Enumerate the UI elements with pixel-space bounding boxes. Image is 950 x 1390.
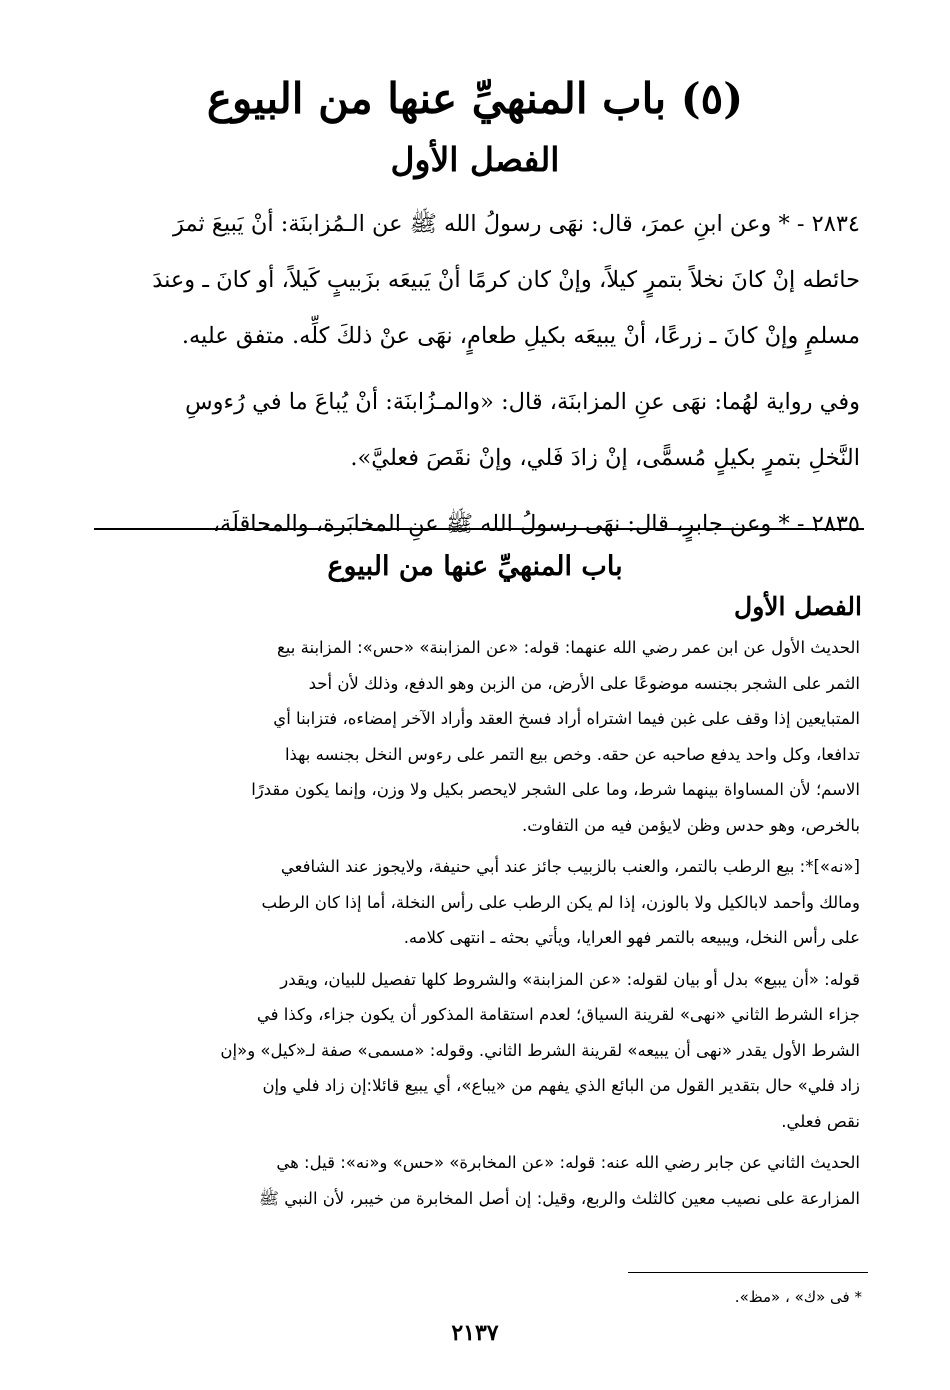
text-line: تدافعا، وكل واحد يدفع صاحبه عن حقه. وخص بيع التمر على رءوس النخل بجنسه بهذا — [284, 744, 860, 764]
text-line: جزاء الشرط الثاني «نهى» لقرينة السياق؛ لعدم استقامة المذكور أن يكون جزاء، وكذا في — [256, 1005, 860, 1024]
text-line: ٢٨٣٥ - * وعن جابرٍ، قال: نهَى رسولُ الله ﷺ عنِ المخابَرة، والمحاقلَة، — [212, 511, 860, 537]
text-line: وفي رواية لهُما: نهَى عنِ المزابنَة، قال: «والمـزُابنَة: أنْ يُباعَ ما في رُءوسِ — [185, 389, 860, 415]
hadith-paragraph — [92, 374, 860, 486]
text-line: الثمر على الشجر بجنسه موضوعًا على الأرض، من الزبن وهو الدفع، وذلك لأن أحد — [308, 673, 860, 693]
text-line: ومالك وأحمد لابالكيل ولا بالوزن، إذا لم يكن الرطب على رأس النخلة، أما إذا كان الرطب — [261, 892, 860, 912]
footnote: * فى «ك» ، «مظ». — [734, 1288, 862, 1306]
footnote-rule — [628, 1272, 868, 1273]
hadith-paragraph — [92, 196, 860, 364]
text-line: نقص فعلي. — [781, 1111, 860, 1131]
page-number: ٢١٣٧ — [451, 1320, 499, 1346]
chapter-title: (٥) باب المنهيِّ عنها من البيوع — [206, 74, 744, 123]
commentary-paragraph — [92, 630, 860, 843]
text-line: مسلمٍ وإنْ كانَ ـ زرعًا، أنْ يبيعَه بكيلِ طعامٍ، نهَى عنْ ذلكَ كلِّه. متفق عليه. — [181, 323, 860, 349]
section-title: الفصل الأول — [390, 140, 560, 179]
section-divider — [94, 528, 864, 530]
text-line: الشرط الأول يقدر «نهى أن يبيعه» لقرينة الشرط الثاني. وقوله: «مسمى» صفة لـ«كيل» و«إن — [220, 1040, 860, 1060]
hadith-text — [92, 196, 860, 552]
text-line: على رأس النخل، ويبيعه بالتمر فهو العرايا، ويأتي بحثه ـ انتهى كلامه. — [403, 928, 860, 947]
text-line: [«نه»]*: بيع الرطب بالتمر، والعنب بالزبيب جائز عند أبي حنيفة، ولايجوز عند الشافعي — [280, 857, 860, 876]
text-line: بالخرص، وهو حدس وظن لايؤمن فيه من التفاوت. — [522, 815, 860, 835]
text-line: حائطه إنْ كانَ نخلاً بتمرٍ كيلاً، وإنْ كان كرمًا أنْ يَبيعَه بزَبيبٍ كَيلاً، أو كانَ ـ وعندَ — [152, 267, 860, 293]
text-line: النَّخلِ بتمرٍ بكيلٍ مُسمًّى، إنْ زادَ فَلي، وإنْ نقَصَ فعليَّ». — [350, 445, 860, 471]
commentary-text — [92, 630, 860, 1216]
text-line: الحديث الأول عن ابن عمر رضي الله عنهما: قوله: «عن المزابنة» «حس»: المزابنة بيع — [277, 638, 860, 657]
commentary-title: باب المنهيِّ عنها من البيوع — [327, 551, 623, 582]
text-line: زاد فلي» حال بتقدير القول من البائع الذي يفهم من «يباع»، أي يبيع قائلا:إن زاد فلي وإن — [262, 1076, 860, 1095]
commentary-paragraph — [92, 849, 860, 956]
text-line: قوله: «أن يبيع» بدل أو بيان لقوله: «عن المزابنة» والشروط كلها تفصيل للبيان، ويقدر — [280, 969, 860, 989]
text-line: المتبايعين إذا وقف على غبن فيما اشتراه أراد فسخ العقد وأراد الآخر إمضاءه، فتزابنا أي — [273, 709, 860, 728]
text-line: ٢٨٣٤ - * وعن ابنِ عمرَ، قال: نهَى رسولُ الله ﷺ عن الـمُزابنَة: أنْ يَبيعَ ثمرَ — [173, 211, 860, 237]
commentary-paragraph — [92, 962, 860, 1140]
commentary-paragraph — [92, 1145, 860, 1216]
text-line: الحديث الثاني عن جابر رضي الله عنه: قوله: «عن المخابرة» «حس» و«نه»: قيل: هي — [276, 1153, 860, 1172]
text-line: المزارعة على نصيب معين كالثلث والربع، وقيل: إن أصل المخابرة من خيبر، لأن النبي ﷺ — [259, 1188, 860, 1208]
text-line: الاسم؛ لأن المساواة بينهما شرط، وما على الشجر لايحصر بكيل ولا وزن، وإنما يكون مقدرًا — [251, 780, 860, 799]
commentary-section-title: الفصل الأول — [734, 592, 862, 621]
